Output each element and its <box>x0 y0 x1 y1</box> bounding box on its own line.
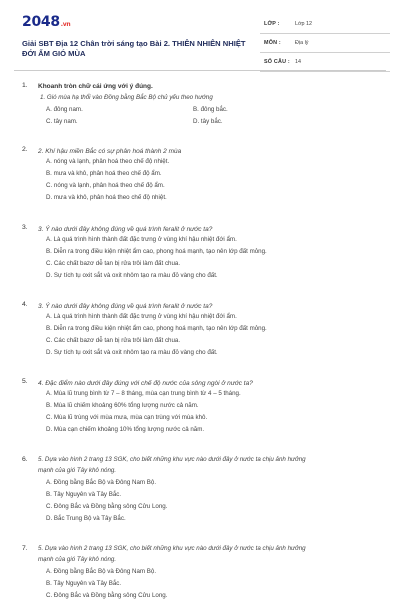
question-number: 6. <box>22 456 28 463</box>
question-text: 3. Ý nào dưới đây không đúng về quá trình feralit ở nước ta? <box>38 226 213 233</box>
site-logo[interactable] <box>22 14 70 30</box>
meta-value: Lớp 12 <box>295 21 313 27</box>
meta-label: MÔN : <box>264 40 281 46</box>
question-number: 2. <box>22 146 28 153</box>
answer-option[interactable]: D. mưa và khô, phân hoá theo chế độ nhiệt. <box>46 194 167 201</box>
answer-option[interactable]: C. Các chất bazơ dễ tan bị rửa trôi làm đất chua. <box>46 337 181 344</box>
document-title: Giải SBT Địa 12 Chân trời sáng tạo Bài 2. THIÊN NHIÊN NHIỆT ĐỚI ẨM GIÓ MÙA <box>22 39 246 58</box>
answer-option[interactable]: B. mưa và khô, phân hoá theo chế độ ẩm. <box>46 170 162 177</box>
answer-option[interactable]: D. Sự tích tụ oxit sắt và oxit nhôm tạo ra màu đỏ vàng cho đất. <box>46 349 218 356</box>
answer-option[interactable]: D. Sự tích tụ oxit sắt và oxit nhôm tạo ra màu đỏ vàng cho đất. <box>46 272 218 279</box>
answer-option[interactable]: B. Mùa lũ chiếm khoảng 60% tổng lượng nước cả năm. <box>46 402 199 409</box>
meta-row-class <box>260 18 390 34</box>
answer-option[interactable]: A. Mùa lũ trung bình từ 7 – 8 tháng, mùa cạn trung bình từ 4 – 5 tháng. <box>46 390 241 397</box>
answer-option[interactable]: C. Mùa lũ trùng với mùa mưa, mùa cạn trùng với mùa khô. <box>46 414 208 421</box>
meta-label: SỐ CÂU : <box>264 59 290 65</box>
answer-option[interactable]: B. Tây Nguyên và Tây Bắc. <box>46 491 122 498</box>
answer-option[interactable]: A. Là quá trình hình thành đất đặc trưng ở vùng khí hậu nhiệt đới ẩm. <box>46 236 237 243</box>
meta-info <box>260 18 390 75</box>
answer-option[interactable]: C. tây nam. <box>46 118 78 125</box>
answer-option[interactable]: C. nóng và lạnh, phân hoá theo chế độ ẩm. <box>46 182 165 189</box>
answer-option[interactable]: B. đông bắc. <box>193 106 228 113</box>
meta-label: LỚP : <box>264 21 280 27</box>
question-number: 4. <box>22 301 28 308</box>
answer-option[interactable]: C. Đông Bắc và Đồng bằng sông Cửu Long. <box>46 592 168 599</box>
answer-option[interactable]: C. Các chất bazơ dễ tan bị rửa trôi làm đất chua. <box>46 260 181 267</box>
header-divider <box>14 70 386 71</box>
question-text: 2. Khí hậu miền Bắc có sự phân hoá thành 2 mùa <box>38 148 182 155</box>
question-number: 5. <box>22 378 28 385</box>
question-text-line2: mạnh của gió Tây khô nóng. <box>38 556 117 563</box>
logo-text: 2048 <box>22 14 60 30</box>
meta-row-subject <box>260 37 390 53</box>
answer-option[interactable]: D. tây bắc. <box>193 118 223 125</box>
question-number: 1. <box>22 82 28 89</box>
answer-option[interactable]: B. Diễn ra trong điều kiện nhiệt ẩm cao, phong hoá mạnh, tạo nên lớp đất mỏng. <box>46 248 267 255</box>
answer-option[interactable]: B. Diễn ra trong điều kiện nhiệt ẩm cao, phong hoá mạnh, tạo nên lớp đất mỏng. <box>46 325 267 332</box>
answer-option[interactable]: C. Đông Bắc và Đồng bằng sông Cửu Long. <box>46 503 168 510</box>
answer-option[interactable]: D. Mùa cạn chiếm khoảng 10% tổng lượng nước cả năm. <box>46 426 205 433</box>
answer-option[interactable]: A. Đồng bằng Bắc Bộ và Đông Nam Bộ. <box>46 479 157 486</box>
question-text: 4. Đặc điểm nào dưới đây đúng với chế độ nước của sông ngòi ở nước ta? <box>38 380 253 387</box>
question-text-line1: 5. Dựa vào hình 2 trang 13 SGK, cho biết những khu vực nào dưới đây ở nước ta chịu ảnh hưởng <box>38 545 306 552</box>
answer-option[interactable]: D. Bắc Trung Bộ và Tây Bắc. <box>46 515 126 522</box>
question-instruction: Khoanh tròn chữ cái ứng với ý đúng. <box>38 83 153 90</box>
answer-option[interactable]: A. đông nam. <box>46 106 83 113</box>
answer-option[interactable]: A. Là quá trình hình thành đất đặc trưng ở vùng khí hậu nhiệt đới ẩm. <box>46 313 237 320</box>
question-number: 7. <box>22 545 28 552</box>
question-number: 3. <box>22 224 28 231</box>
meta-value: 14 <box>295 59 301 65</box>
answer-option[interactable]: A. nóng và lạnh, phân hoá theo chế độ nhiệt. <box>46 158 170 165</box>
question-text-line1: 5. Dựa vào hình 2 trang 13 SGK, cho biết những khu vực nào dưới đây ở nước ta chịu ảnh hưởng <box>38 456 306 463</box>
document-header <box>10 6 390 68</box>
answer-option[interactable]: B. Tây Nguyên và Tây Bắc. <box>46 580 122 587</box>
question-text-line2: mạnh của gió Tây khô nóng. <box>38 467 117 474</box>
question-text: 1. Gió mùa hạ thổi vào Đồng bằng Bắc Bộ chủ yếu theo hướng <box>40 94 213 101</box>
answer-option[interactable]: A. Đồng bằng Bắc Bộ và Đông Nam Bộ. <box>46 568 157 575</box>
logo-suffix: .vn <box>60 21 71 28</box>
question-text: 3. Ý nào dưới đây không đúng về quá trình feralit ở nước ta? <box>38 303 213 310</box>
meta-value: Địa lý <box>295 40 309 46</box>
